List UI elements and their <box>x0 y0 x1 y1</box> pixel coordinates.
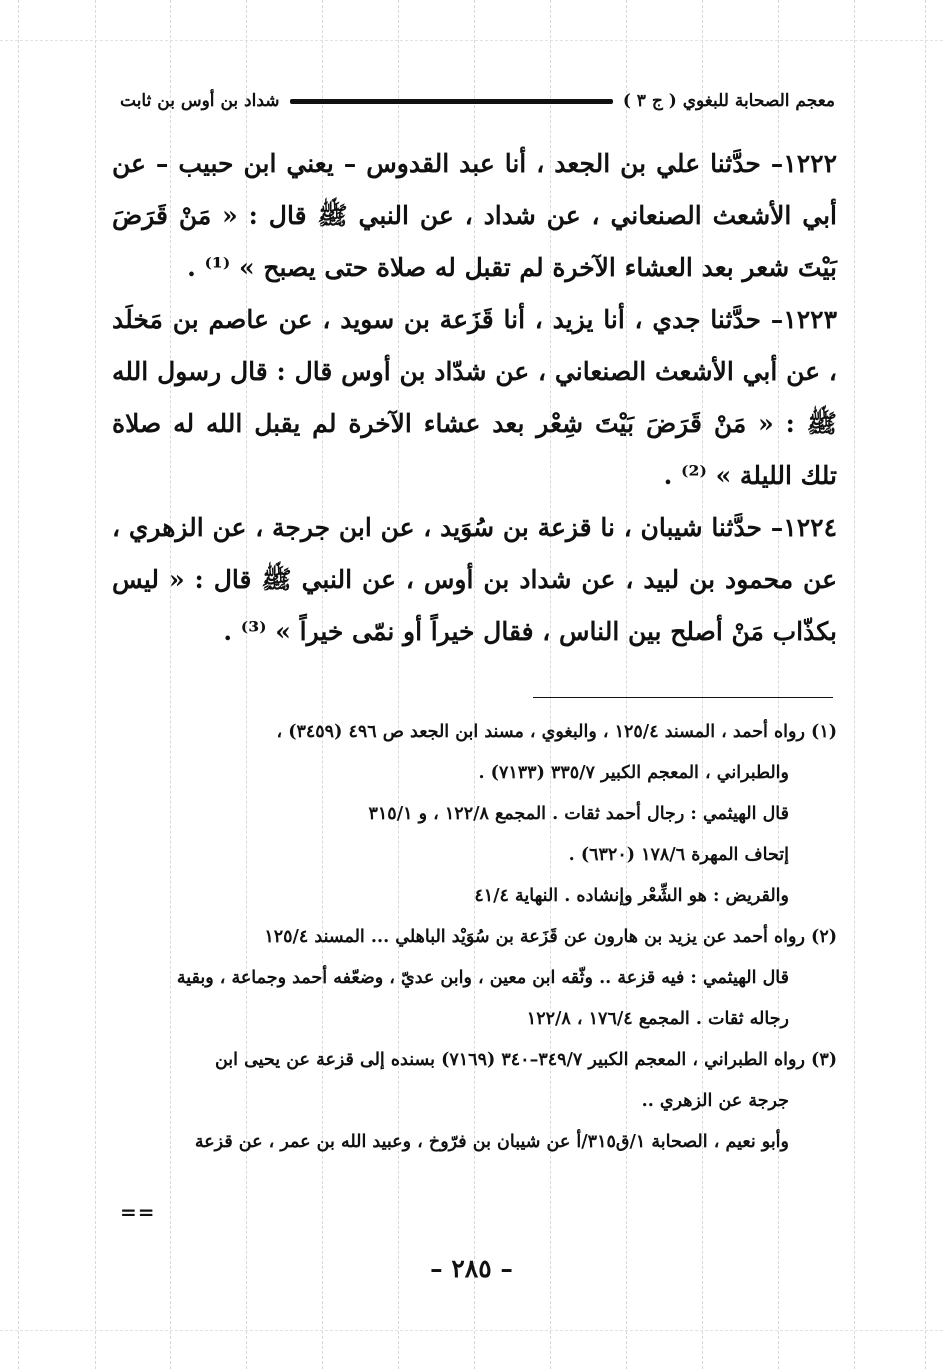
footnote-line: والطبراني ، المعجم الكبير ٣٣٥/٧ (٧١٣٣) . <box>478 763 789 783</box>
footnote-line: قال الهيثمي : فيه قزعة .. وثّقه ابن معين ، وابن عديّ ، وضعّفه أحمد وجماعة ، وبقية <box>176 968 789 988</box>
continuation-mark: == <box>120 1200 156 1224</box>
footnote-separator <box>533 697 833 698</box>
footnote-line: إتحاف المهرة ١٧٨/٦ (٦٣٢٠) . <box>568 845 789 865</box>
hadith-1224: ١٢٢٤– حدَّثنا شيبان ، نا قزعة بن سُوَيد ، عن ابن جرجة ، عن الزهري ، عن محمود بن لبيد ، عن شداد بن أوس ، عن النبي ﷺ قال : « ليس بكذّاب مَنْ أصلح بين الناس ، فقال خيراً أو نمّى خيراً » ⁽³⁾ . <box>112 513 837 646</box>
footnote-line: (٣) رواه الطبراني ، المعجم الكبير ٣٤٩/٧–٣٤٠ (٧١٦٩) بسنده إلى قزعة عن يحيى ابن <box>214 1050 837 1070</box>
running-header <box>120 84 835 118</box>
header-book-title: معجم الصحابة للبغوي ( ج ٣ ) <box>622 91 835 111</box>
footnote-line: رجاله ثقات . المجمع ١٧٦/٤ ، ١٢٢/٨ <box>526 1009 789 1029</box>
footnote-line: قال الهيثمي : رجال أحمد ثقات . المجمع ١٢٢/٨ ، و ٣١٥/١ <box>368 804 789 824</box>
footnote-line: والقريض : هو الشِّعْر وإنشاده . النهاية ٤١/٤ <box>474 886 789 906</box>
footnote-line: جرجة عن الزهري .. <box>641 1091 789 1111</box>
hadith-1223: ١٢٢٣– حدَّثنا جدي ، أنا يزيد ، أنا قَزَعة بن سويد ، عن عاصم بن مَخلَد ، عن أبي الأشعث الصنعاني ، عن شدّاد بن أوس قال : قال رسول الله ﷺ : « مَنْ قَرَضَ بَيْتَ شِعْر بعد عشاء الآخرة لم يقبل الله له صلاة تلك الليلة » ⁽²⁾ . <box>112 305 837 490</box>
header-rule <box>290 99 613 104</box>
footnote-line: وأبو نعيم ، الصحابة ١/ق٣١٥/أ عن شيبان بن فرّوخ ، وعبيد الله بن عمر ، عن قزعة <box>194 1132 789 1152</box>
main-text <box>112 138 837 658</box>
footnote-line: (١) رواه أحمد ، المسند ١٢٥/٤ ، والبغوي ، مسند ابن الجعد ص ٤٩٦ (٣٤٥٩) ، <box>276 722 837 742</box>
footnotes <box>112 712 837 1163</box>
page-number: – ٢٨٥ – <box>430 1254 513 1283</box>
header-chapter: شداد بن أوس بن ثابت <box>120 91 280 111</box>
hadith-1222: ١٢٢٢– حدَّثنا علي بن الجعد ، أنا عبد القدوس – يعني ابن حبيب – عن أبي الأشعث الصنعاني ، عن شداد ، عن النبي ﷺ قال : « مَنْ قَرَضَ بَيْتَ شعر بعد العشاء الآخرة لم تقبل له صلاة حتى يصبح » ⁽¹⁾ . <box>112 149 837 282</box>
footnote-line: (٢) رواه أحمد عن يزيد بن هارون عن قَزَعة بن سُوَيْد الباهلي ... المسند ١٢٥/٤ <box>264 927 837 947</box>
